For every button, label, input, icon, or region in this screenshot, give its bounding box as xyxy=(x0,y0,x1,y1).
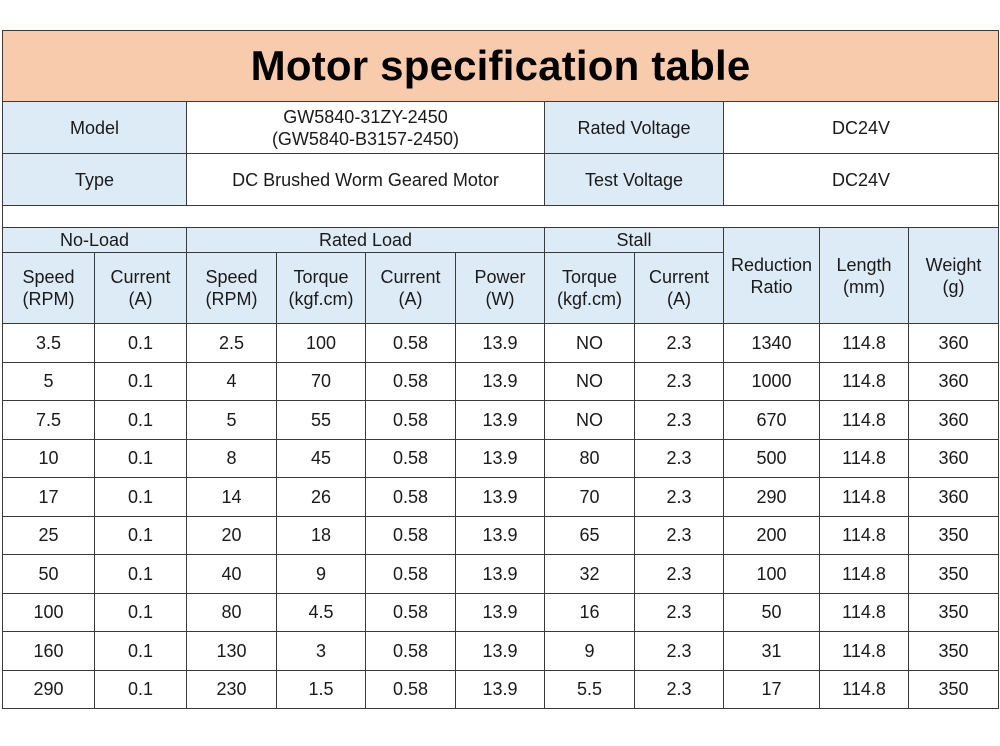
table-cell: 360 xyxy=(909,478,999,517)
test-voltage-value: DC24V xyxy=(724,154,999,206)
table-cell: 3 xyxy=(277,632,366,671)
table-cell: 2.3 xyxy=(635,478,724,517)
table-cell: 2.3 xyxy=(635,362,724,401)
table-cell: 26 xyxy=(277,478,366,517)
table-cell: 2.3 xyxy=(635,555,724,594)
test-voltage-label: Test Voltage xyxy=(545,154,724,206)
table-cell: 360 xyxy=(909,401,999,440)
table-cell: 0.1 xyxy=(95,439,187,478)
column-header-line2: Ratio xyxy=(750,276,793,297)
table-cell: 2.3 xyxy=(635,670,724,709)
column-header-line1: Weight xyxy=(925,254,982,275)
table-cell: 13.9 xyxy=(456,555,545,594)
table-cell: 0.1 xyxy=(95,478,187,517)
table-cell: 230 xyxy=(187,670,277,709)
table-cell: NO xyxy=(545,401,635,440)
table-cell: 360 xyxy=(909,439,999,478)
column-header-line1: Torque xyxy=(293,267,349,287)
table-cell: 290 xyxy=(724,478,820,517)
table-row xyxy=(3,401,999,440)
column-header xyxy=(635,253,724,324)
table-cell: 0.58 xyxy=(366,439,456,478)
table-cell: 32 xyxy=(545,555,635,594)
group-rated-load: Rated Load xyxy=(187,228,545,253)
table-cell: 114.8 xyxy=(820,401,909,440)
table-cell: 13.9 xyxy=(456,478,545,517)
table-cell: 13.9 xyxy=(456,401,545,440)
table-cell: 2.3 xyxy=(635,439,724,478)
table-cell: 50 xyxy=(724,593,820,632)
table-row xyxy=(3,478,999,517)
table-cell: 13.9 xyxy=(456,593,545,632)
table-cell: 0.58 xyxy=(366,670,456,709)
column-header-line2: (kgf.cm) xyxy=(288,289,354,309)
table-cell: 350 xyxy=(909,516,999,555)
table-cell: 350 xyxy=(909,555,999,594)
table-cell: 160 xyxy=(3,632,95,671)
column-header-line2: (g) xyxy=(942,276,965,297)
table-cell: 8 xyxy=(187,439,277,478)
column-header-line1: Torque xyxy=(561,267,618,287)
column-header xyxy=(366,253,456,324)
table-cell: 7.5 xyxy=(3,401,95,440)
table-cell: 350 xyxy=(909,632,999,671)
table-cell: 5 xyxy=(187,401,277,440)
table-row xyxy=(3,439,999,478)
table-cell: 65 xyxy=(545,516,635,555)
spacer-row xyxy=(3,206,999,228)
table-row xyxy=(3,670,999,709)
table-cell: 13.9 xyxy=(456,439,545,478)
table-cell: 114.8 xyxy=(820,593,909,632)
column-header-line1: Current xyxy=(380,267,441,287)
table-cell: 2.3 xyxy=(635,593,724,632)
table-cell: 0.58 xyxy=(366,478,456,517)
table-cell: 3.5 xyxy=(3,324,95,363)
table-cell: 70 xyxy=(277,362,366,401)
column-header-line2: (W) xyxy=(485,289,515,309)
table-cell: 13.9 xyxy=(456,632,545,671)
table-cell: 0.1 xyxy=(95,670,187,709)
table-cell: 0.58 xyxy=(366,632,456,671)
table-cell: 2.3 xyxy=(635,324,724,363)
table-cell: 114.8 xyxy=(820,478,909,517)
model-value-line2: (GW5840-B3157-2450) xyxy=(271,128,460,149)
table-cell: 5.5 xyxy=(545,670,635,709)
group-no-load: No-Load xyxy=(3,228,187,253)
table-cell: 18 xyxy=(277,516,366,555)
table-cell: 360 xyxy=(909,362,999,401)
table-cell: 114.8 xyxy=(820,516,909,555)
table-cell: 1340 xyxy=(724,324,820,363)
table-cell: 55 xyxy=(277,401,366,440)
column-header-line2: (A) xyxy=(398,289,423,309)
model-value-line1: GW5840-31ZY-2450 xyxy=(283,106,448,127)
column-header-line1: Current xyxy=(648,267,710,287)
table-cell: 1.5 xyxy=(277,670,366,709)
table-cell: 4 xyxy=(187,362,277,401)
table-cell: 20 xyxy=(187,516,277,555)
table-cell: 80 xyxy=(545,439,635,478)
spec-sheet xyxy=(2,30,998,709)
table-cell: 50 xyxy=(3,555,95,594)
column-header-line2: (RPM) xyxy=(205,289,258,309)
rated-voltage-label: Rated Voltage xyxy=(545,102,724,154)
type-value: DC Brushed Worm Geared Motor xyxy=(187,154,545,206)
column-header xyxy=(187,253,277,324)
table-row xyxy=(3,516,999,555)
table-cell: 0.58 xyxy=(366,362,456,401)
table-cell: 45 xyxy=(277,439,366,478)
table-cell: 9 xyxy=(277,555,366,594)
table-row xyxy=(3,632,999,671)
table-cell: 17 xyxy=(724,670,820,709)
table-cell: 25 xyxy=(3,516,95,555)
table-cell: 2.3 xyxy=(635,516,724,555)
table-cell: 114.8 xyxy=(820,670,909,709)
column-header xyxy=(95,253,187,324)
column-header-line1: Length xyxy=(836,254,892,275)
type-label: Type xyxy=(3,154,187,206)
table-cell: 17 xyxy=(3,478,95,517)
column-header xyxy=(456,253,545,324)
table-cell: 114.8 xyxy=(820,555,909,594)
table-cell: 0.1 xyxy=(95,362,187,401)
table-cell: 100 xyxy=(3,593,95,632)
table-cell: 4.5 xyxy=(277,593,366,632)
table-cell: 0.58 xyxy=(366,324,456,363)
table-cell: 350 xyxy=(909,670,999,709)
rated-voltage-value: DC24V xyxy=(724,102,999,154)
table-cell: 80 xyxy=(187,593,277,632)
column-header-line2: (RPM) xyxy=(22,289,75,309)
table-cell: 0.58 xyxy=(366,555,456,594)
table-cell: 130 xyxy=(187,632,277,671)
column-header xyxy=(724,228,820,324)
table-cell: NO xyxy=(545,362,635,401)
table-cell: 13.9 xyxy=(456,670,545,709)
column-header-line1: Power xyxy=(474,267,526,287)
table-cell: 10 xyxy=(3,439,95,478)
group-stall: Stall xyxy=(545,228,724,253)
table-cell: 114.8 xyxy=(820,324,909,363)
column-header xyxy=(277,253,366,324)
table-cell: 0.58 xyxy=(366,593,456,632)
table-cell: 0.58 xyxy=(366,516,456,555)
table-cell: 13.9 xyxy=(456,324,545,363)
table-cell: 0.1 xyxy=(95,324,187,363)
table-cell: 16 xyxy=(545,593,635,632)
table-cell: 0.1 xyxy=(95,593,187,632)
table-cell: 14 xyxy=(187,478,277,517)
table-cell: 350 xyxy=(909,593,999,632)
table-cell: 114.8 xyxy=(820,362,909,401)
table-cell: 2.5 xyxy=(187,324,277,363)
column-header-line2: (A) xyxy=(667,289,691,309)
model-label: Model xyxy=(3,102,187,154)
table-cell: 200 xyxy=(724,516,820,555)
column-header xyxy=(3,253,95,324)
column-header-line2: (A) xyxy=(128,289,153,309)
model-value xyxy=(187,102,545,154)
table-cell: 290 xyxy=(3,670,95,709)
column-header-line1: Current xyxy=(110,267,171,287)
table-title: Motor specification table xyxy=(3,31,999,102)
table-cell: 360 xyxy=(909,324,999,363)
table-cell: 70 xyxy=(545,478,635,517)
table-cell: 13.9 xyxy=(456,362,545,401)
table-cell: 114.8 xyxy=(820,632,909,671)
table-cell: 500 xyxy=(724,439,820,478)
table-row xyxy=(3,362,999,401)
column-header-line1: Speed xyxy=(22,267,75,287)
table-cell: 114.8 xyxy=(820,439,909,478)
table-cell: 2.3 xyxy=(635,632,724,671)
table-cell: 0.58 xyxy=(366,401,456,440)
column-header xyxy=(909,228,999,324)
table-row xyxy=(3,593,999,632)
table-cell: 100 xyxy=(277,324,366,363)
table-cell: 13.9 xyxy=(456,516,545,555)
table-cell: NO xyxy=(545,324,635,363)
column-header-line1: Reduction xyxy=(730,254,813,275)
table-cell: 100 xyxy=(724,555,820,594)
column-header xyxy=(545,253,635,324)
column-header-line2: (mm) xyxy=(843,276,885,297)
table-cell: 40 xyxy=(187,555,277,594)
table-cell: 5 xyxy=(3,362,95,401)
column-header-line1: Speed xyxy=(205,267,258,287)
table-row xyxy=(3,324,999,363)
table-cell: 1000 xyxy=(724,362,820,401)
table-cell: 0.1 xyxy=(95,555,187,594)
table-cell: 9 xyxy=(545,632,635,671)
table-cell: 670 xyxy=(724,401,820,440)
motor-spec-table xyxy=(2,30,999,709)
table-cell: 0.1 xyxy=(95,516,187,555)
table-cell: 0.1 xyxy=(95,632,187,671)
table-cell: 0.1 xyxy=(95,401,187,440)
table-cell: 2.3 xyxy=(635,401,724,440)
table-cell: 31 xyxy=(724,632,820,671)
column-header xyxy=(820,228,909,324)
column-header-line2: (kgf.cm) xyxy=(557,289,622,309)
table-row xyxy=(3,555,999,594)
